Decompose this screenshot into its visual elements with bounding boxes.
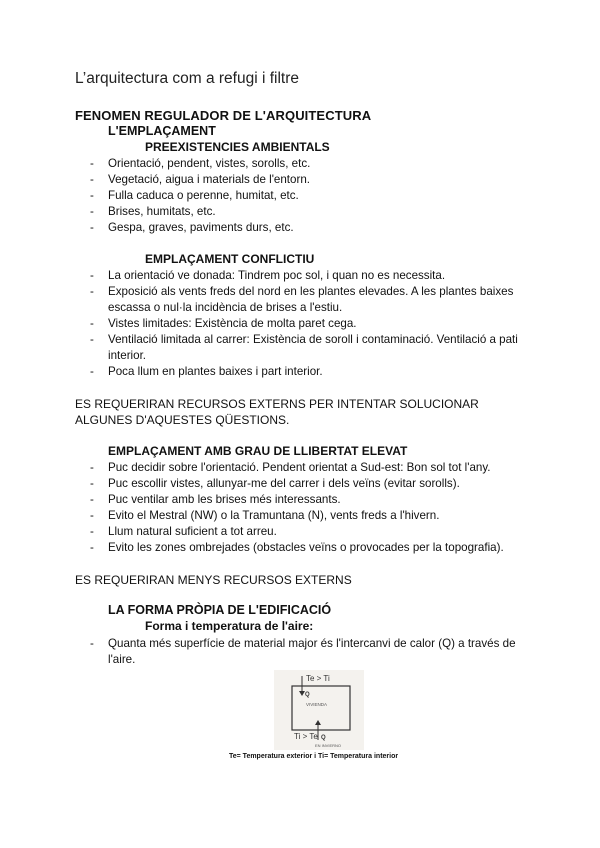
list-item: - Gespa, graves, paviments durs, etc. xyxy=(90,220,530,236)
list-item: - Puc decidir sobre l'orientació. Pendent orientat a Sud-est: Bon sol tot l'any. xyxy=(90,460,530,476)
note-menys-recursos: ES REQUERIRAN MENYS RECURSOS EXTERNS xyxy=(75,573,352,587)
list-item: - Brises, humitats, etc. xyxy=(90,204,530,220)
list-item: - Vistes limitades: Existència de molta paret cega. xyxy=(90,316,530,332)
document-title: L’arquitectura com a refugi i filtre xyxy=(75,70,299,87)
subheading-emplacament: L'EMPLAÇAMENT xyxy=(108,124,216,138)
label-q-bottom: Q xyxy=(321,735,326,741)
list-item: - Vegetació, aigua i materials de l'entorn. xyxy=(90,172,530,188)
list-conflictiu xyxy=(90,268,530,380)
label-q-top: Q xyxy=(305,692,310,698)
figure-caption: Te= Temperatura exterior i Ti= Temperatura interior xyxy=(229,753,399,760)
list-forma xyxy=(90,636,530,668)
list-item: - Evito el Mestral (NW) o la Tramuntana (N), vents freds a l'hivern. xyxy=(90,508,530,524)
list-item: - Poca llum en plantes baixes i part interior. xyxy=(90,364,530,380)
heading-preexistencies: PREEXISTENCIES AMBIENTALS xyxy=(145,140,330,154)
list-item: - Evito les zones ombrejades (obstacles veïns o provocades per la topografia). xyxy=(90,540,530,556)
heading-conflictiu: EMPLAÇAMENT CONFLICTIU xyxy=(145,252,315,266)
heat-exchange-sketch xyxy=(274,670,364,750)
sketch-svg xyxy=(274,670,364,750)
label-invierno: EN INVIERNO xyxy=(315,743,342,748)
list-item: - Puc escollir vistes, allunyar-me del carrer i dels veïns (evitar sorolls). xyxy=(90,476,530,492)
list-item: - Exposició als vents freds del nord en les plantes elevades. A les plantes baixes escassa o nul·la incidència de brises a l'estiu. xyxy=(90,284,530,316)
section-heading-regulator: FENOMEN REGULADOR DE L'ARQUITECTURA xyxy=(75,108,372,123)
list-item: - Orientació, pendent, vistes, sorolls, etc. xyxy=(90,156,530,172)
list-llibertat xyxy=(90,460,530,556)
list-item: - Puc ventilar amb les brises més interessants. xyxy=(90,492,530,508)
arrowhead-bottom xyxy=(315,720,321,725)
list-item: - Fulla caduca o perenne, humitat, etc. xyxy=(90,188,530,204)
subheading-forma-temperatura: Forma i temperatura de l'aire: xyxy=(145,619,314,633)
label-ti-te: Ti > Te xyxy=(294,732,318,741)
label-te-ti: Te > Ti xyxy=(306,674,330,683)
label-vivienda: VIVIENDA xyxy=(306,702,328,707)
list-item: - Ventilació limitada al carrer: Existència de soroll i contaminació. Ventilació a pati interior. xyxy=(90,332,530,364)
heading-forma-propia: LA FORMA PRÒPIA DE L'EDIFICACIÓ xyxy=(108,603,332,617)
list-item: - Llum natural suficient a tot arreu. xyxy=(90,524,530,540)
list-item: - Quanta més superfície de material major és l'intercanvi de calor (Q) a través de l'aire. xyxy=(90,636,530,668)
note-recursos-externs: ES REQUERIRAN RECURSOS EXTERNS PER INTENTAR SOLUCIONAR ALGUNES D'AQUESTES QÜESTIONS. xyxy=(75,397,479,427)
list-preexistencies xyxy=(90,156,530,236)
list-item: - La orientació ve donada: Tindrem poc sol, i quan no es necessita. xyxy=(90,268,530,284)
heading-llibertat: EMPLAÇAMENT AMB GRAU DE LLIBERTAT ELEVAT xyxy=(108,444,408,458)
